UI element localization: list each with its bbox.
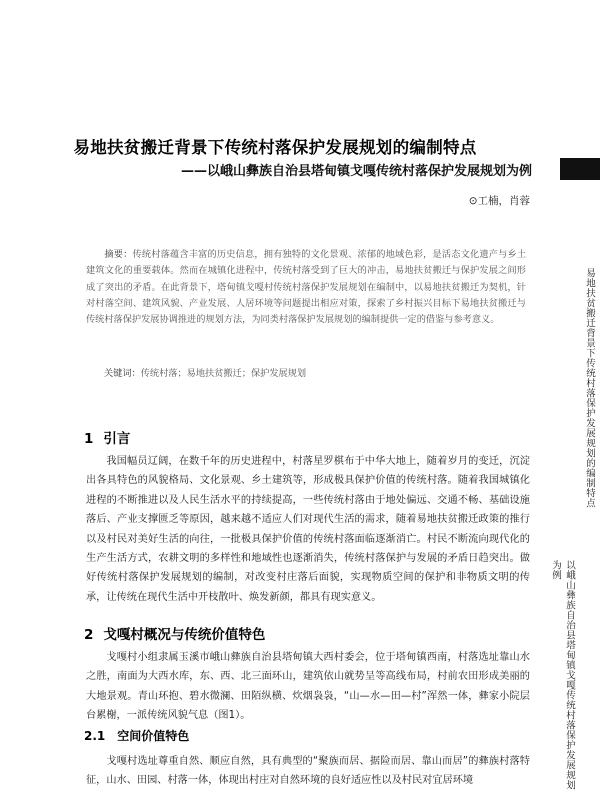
overview-paragraph: 戈嘎村小组隶属玉溪市峨山彝族自治县塔甸镇大西村委会，位于塔甸镇西南，村落选址靠山水之胜，南面为大西水库，东、西、北三面环山，建筑依山就势呈等高线布局，村前农田形成美丽的大地景观。青山环抱、碧水微澜、田陌纵横、炊烟袅袅，“山—水—田—村”浑然一体，彝家小院层台累榭，一派传统风貌气息（图1）。: [86, 652, 530, 722]
article-title: 易地扶贫搬迁背景下传统村落保护发展规划的编制特点: [73, 138, 477, 157]
section-title: 戈嘎村概况与传统价值特色: [103, 627, 266, 643]
abstract: [86, 247, 526, 328]
section-number: 1: [84, 431, 94, 447]
section-number: 2: [84, 627, 94, 643]
running-header-left: 以峨山彝族自治县塔甸镇戈嘎传统村落保护发展规划为例: [550, 560, 575, 790]
article-authors: ⊙工楠，肖蓉: [468, 195, 530, 207]
keywords: [104, 365, 524, 379]
subsection-heading-space: [84, 727, 189, 744]
subsection-number: 2.1: [84, 729, 106, 743]
subsection-title: 空间价值特色: [117, 729, 190, 743]
abstract-label: 摘要：: [104, 249, 133, 260]
keywords-label: 关键词：: [104, 368, 141, 379]
section-heading-intro: [84, 427, 130, 447]
page-tab-marker: [560, 158, 600, 180]
article-subtitle: ——以峨山彝族自治县塔甸镇戈嘎传统村落保护发展规划为例: [180, 164, 532, 179]
intro-paragraph: 我国幅员辽阔，在数千年的历史进程中，村落星罗棋布于中华大地上，随着岁月的变迁，沉淀出各具特色的风貌格局、文化景观、乡土建筑等，形成极具保护价值的传统村落。随着我国城镇化进程的不断推进以及人民生活水平的持续提高，一些传统村落由于地处偏远、交通不畅、基础设施落后、产业支撑匮乏等原因，越来越不适应人们对现代生活的需求，随着易地扶贫搬迁政策的推行以及村民对美好生活的向往，一批极具保护价值的传统村落面临逐渐消亡。村民不断流向现代化的生产生活方式，农耕文明的多样性和地域性也逐渐消失，传统村落保护与发展的矛盾日趋突出。做好传统村落保护发展规划的编制，对改变村庄落后面貌，实现物质空间的保护和非物质文明的传承，让传统在现代生活中开枝散叶、焕发新颜，都具有现实意义。: [86, 456, 530, 603]
running-header-right: 易地扶贫搬迁背景下传统村落保护发展规划的编制特点: [584, 268, 595, 508]
section-title: 引言: [103, 431, 131, 447]
section-heading-overview: [84, 623, 265, 643]
abstract-text: 传统村落蕴含丰富的历史信息，拥有独特的文化景观、浓郁的地域色彩，是活态文化遗产与乡土建筑文化的重要载体。然而在城镇化进程中，传统村落受到了巨大的冲击，易地扶贫搬迁与保护发展之间形成了突出的矛盾。在此背景下，塔甸镇戈嘎村传统村落保护发展规划在编制中，以易地扶贫搬迁为契机，针对村落空间、建筑风貌、产业发展、人居环境等问题提出相应对策，探索了乡村振兴目标下易地扶贫搬迁与传统村落保护发展协调推进的规划方法，为同类村落保护发展规划的编制提供一定的借鉴与参考意义。: [86, 249, 527, 326]
keywords-text: 传统村落；易地扶贫搬迁；保护发展规划: [140, 368, 307, 379]
space-paragraph: 戈嘎村选址尊重自然、顺应自然，具有典型的“聚族而居、据险而居、靠山而居”的彝族村落特征，山水、田园、村落一体，体现出村庄对自然环境的良好适应性以及村民对宜居环境: [86, 756, 530, 787]
